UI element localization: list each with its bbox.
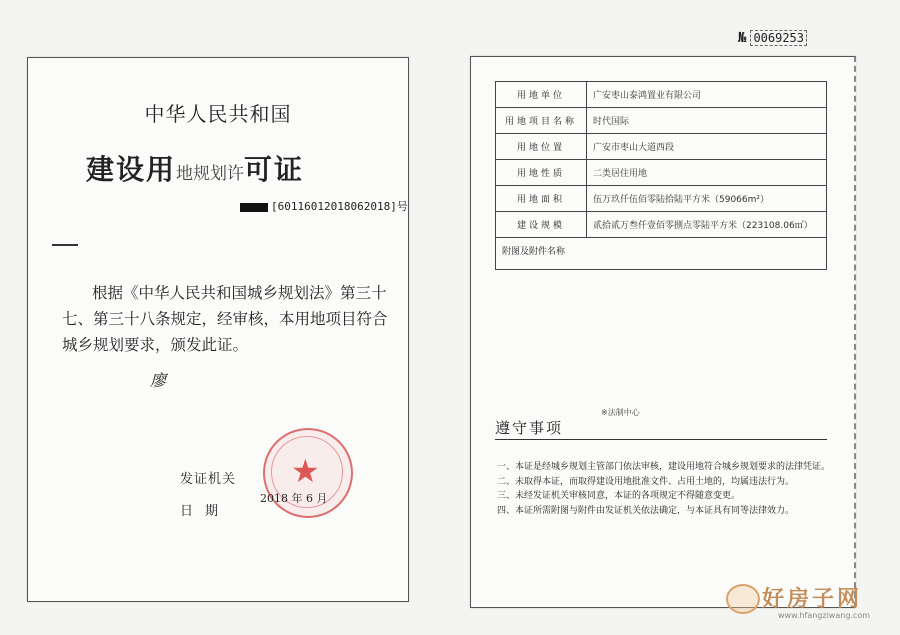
table-value: 时代国际 [587, 108, 827, 134]
house-logo-icon [726, 584, 760, 614]
table-row [496, 212, 827, 238]
serial-prefix: № [738, 30, 747, 46]
table-label: 用地面积 [496, 186, 587, 212]
rules-list [497, 461, 847, 519]
certificate-body-text: 根据《中华人民共和国城乡规划法》第三十七、第三十八条规定，经审核，本用地项目符合城乡规划要求，颁发此证。 [62, 284, 388, 354]
table-value: 二类居住用地 [587, 160, 827, 186]
certificate-number-text: [60116012018062018]号 [271, 200, 408, 213]
table-value: 贰拾贰万叁仟壹佰零捌点零陆平方米（223108.06㎡） [587, 212, 827, 238]
watermark-site: www.hfangziwang.com [778, 611, 871, 620]
certificate-number [240, 198, 408, 214]
title-smudged: 地规划许 [176, 164, 245, 184]
table-row [496, 108, 827, 134]
rules-title: 遵守事项 [495, 419, 564, 437]
table-value: 广安市枣山大道西段 [587, 134, 827, 160]
serial-number [738, 30, 807, 46]
table-row [496, 82, 827, 108]
country-heading: 中华人民共和国 [144, 102, 292, 126]
list-item: 一、本证是经城乡规划主管部门依法审核，建设用地符合城乡规划要求的法律凭证。 [497, 462, 831, 472]
table-label: 用地性质 [496, 160, 587, 186]
list-item: 三、未经发证机关审核同意，本证的各项规定不得随意变更。 [497, 491, 741, 501]
star-icon: ★ [291, 452, 320, 490]
table-label: 用地位置 [496, 134, 587, 160]
table-label: 建设规模 [496, 212, 587, 238]
list-item: 四、本证所需附图与附件由发证机关依法确定，与本证具有同等法律效力。 [497, 505, 795, 516]
table-row [496, 160, 827, 186]
attachments-cell: 附图及附件名称 [496, 238, 827, 270]
issue-date: 2018 年 6 月 [260, 492, 328, 505]
table-label: 用地单位 [496, 82, 587, 108]
table-row [496, 186, 827, 212]
table-value: 广安枣山泰鸿置业有限公司 [587, 82, 827, 108]
site-watermark [730, 582, 870, 620]
title-end: 可证 [244, 153, 305, 186]
certificate-title [86, 148, 304, 188]
serial-number-value: 0069253 [750, 30, 807, 46]
land-info-table [495, 81, 827, 270]
list-item: 二、未取得本证，而取得建设用地批准文件、占用土地的，均属违法行为。 [497, 476, 795, 487]
table-label: 用地项目名称 [496, 108, 587, 134]
divider [495, 439, 827, 440]
rules-note: ※法制中心 [601, 408, 640, 417]
title-start: 建设用 [86, 153, 177, 186]
certificate-front-page [27, 57, 409, 602]
issuer-label: 发证机关 [180, 472, 237, 487]
table-row [496, 238, 827, 270]
table-row [496, 134, 827, 160]
date-label: 日期 [180, 504, 231, 519]
certificate-back-page [470, 56, 856, 608]
margin-mark [52, 244, 78, 246]
redaction-block [240, 203, 268, 212]
signature: 廖 [150, 371, 167, 390]
table-value: 伍万玖仟伍佰零陆拾陆平方米（59066m²） [587, 186, 827, 212]
watermark-brand: 好房子网 [762, 587, 863, 612]
